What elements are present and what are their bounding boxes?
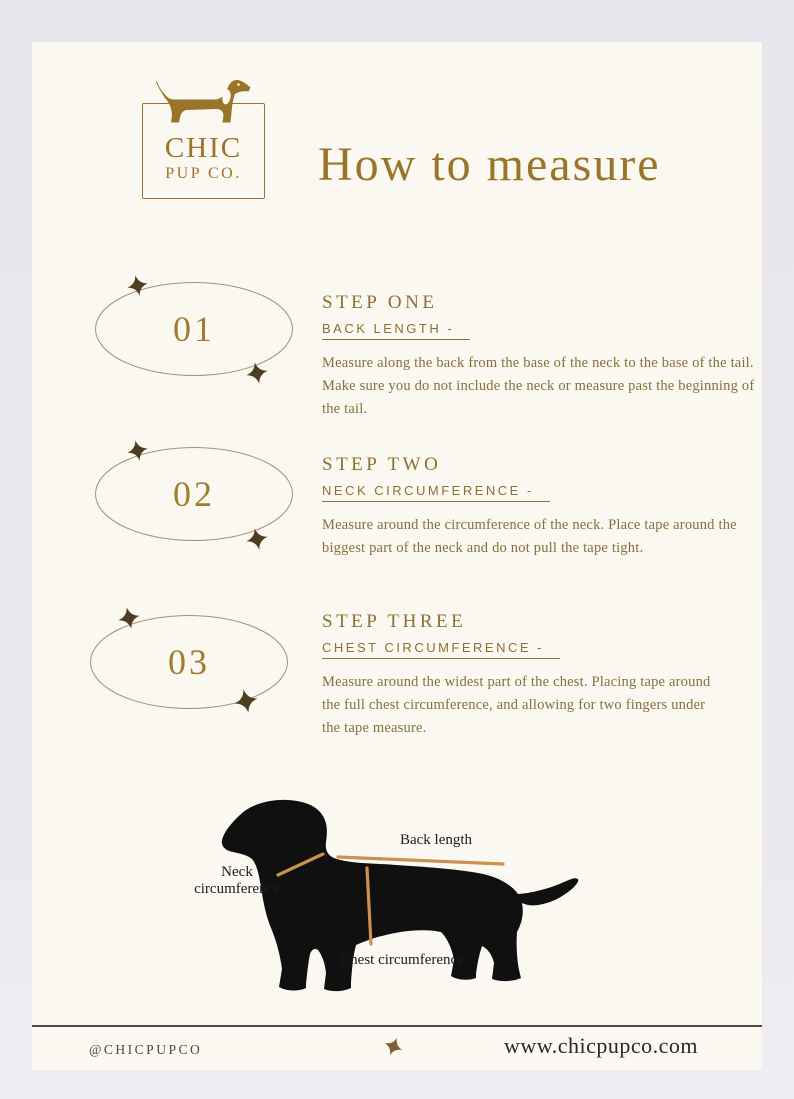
step3-number: 03 [168,642,210,682]
step3-heading: STEP THREE [322,611,467,632]
neck-circumference-label: Neck circumference [194,864,280,897]
sparkle-icon [232,687,260,715]
step1-label: BACK LENGTH - [322,322,470,340]
step1-number: 01 [173,309,215,349]
dachshund-logo-icon [150,77,254,125]
step2-number: 02 [173,474,215,514]
back-length-label: Back length [399,832,473,848]
flyer-card [32,42,762,1070]
sparkle-icon [125,438,150,463]
brand-name-line1: CHIC [164,132,243,164]
step2-body: Measure around the circumference of the neck. Place tape around the biggest part of the neck and do not pull the tape tight. [322,517,737,556]
step1-heading: STEP ONE [322,292,438,313]
step2-block [322,455,760,560]
chest-circumference-label: Chest circumference [340,952,464,968]
website-url: www.chicpupco.com [503,1033,698,1058]
back-measure-line [338,857,503,864]
sparkle-icon [116,605,142,631]
step3-block [322,612,722,740]
footer-divider [32,1025,762,1027]
sparkle-icon [244,360,270,386]
sparkle-icon [125,273,150,298]
step3-body: Measure around the widest part of the chest. Placing tape around the full chest circumference, and allowing for two fingers under the tape measure. [322,674,711,736]
step2-label: NECK CIRCUMFERENCE - [322,484,550,502]
social-handle: @CHICPUPCO [89,1042,203,1057]
sparkle-icon [381,1034,406,1059]
sparkle-icon [244,526,270,552]
step1-block [322,293,774,421]
step1-body: Measure along the back from the base of the neck to the base of the tail. Make sure you do not include the neck or measure past the beginning of the tail. [322,355,755,417]
brand-name-line2: PUP CO. [165,165,242,182]
page-title: How to measure [318,138,661,191]
step3-label: CHEST CIRCUMFERENCE - [322,641,560,659]
step2-heading: STEP TWO [322,454,442,475]
